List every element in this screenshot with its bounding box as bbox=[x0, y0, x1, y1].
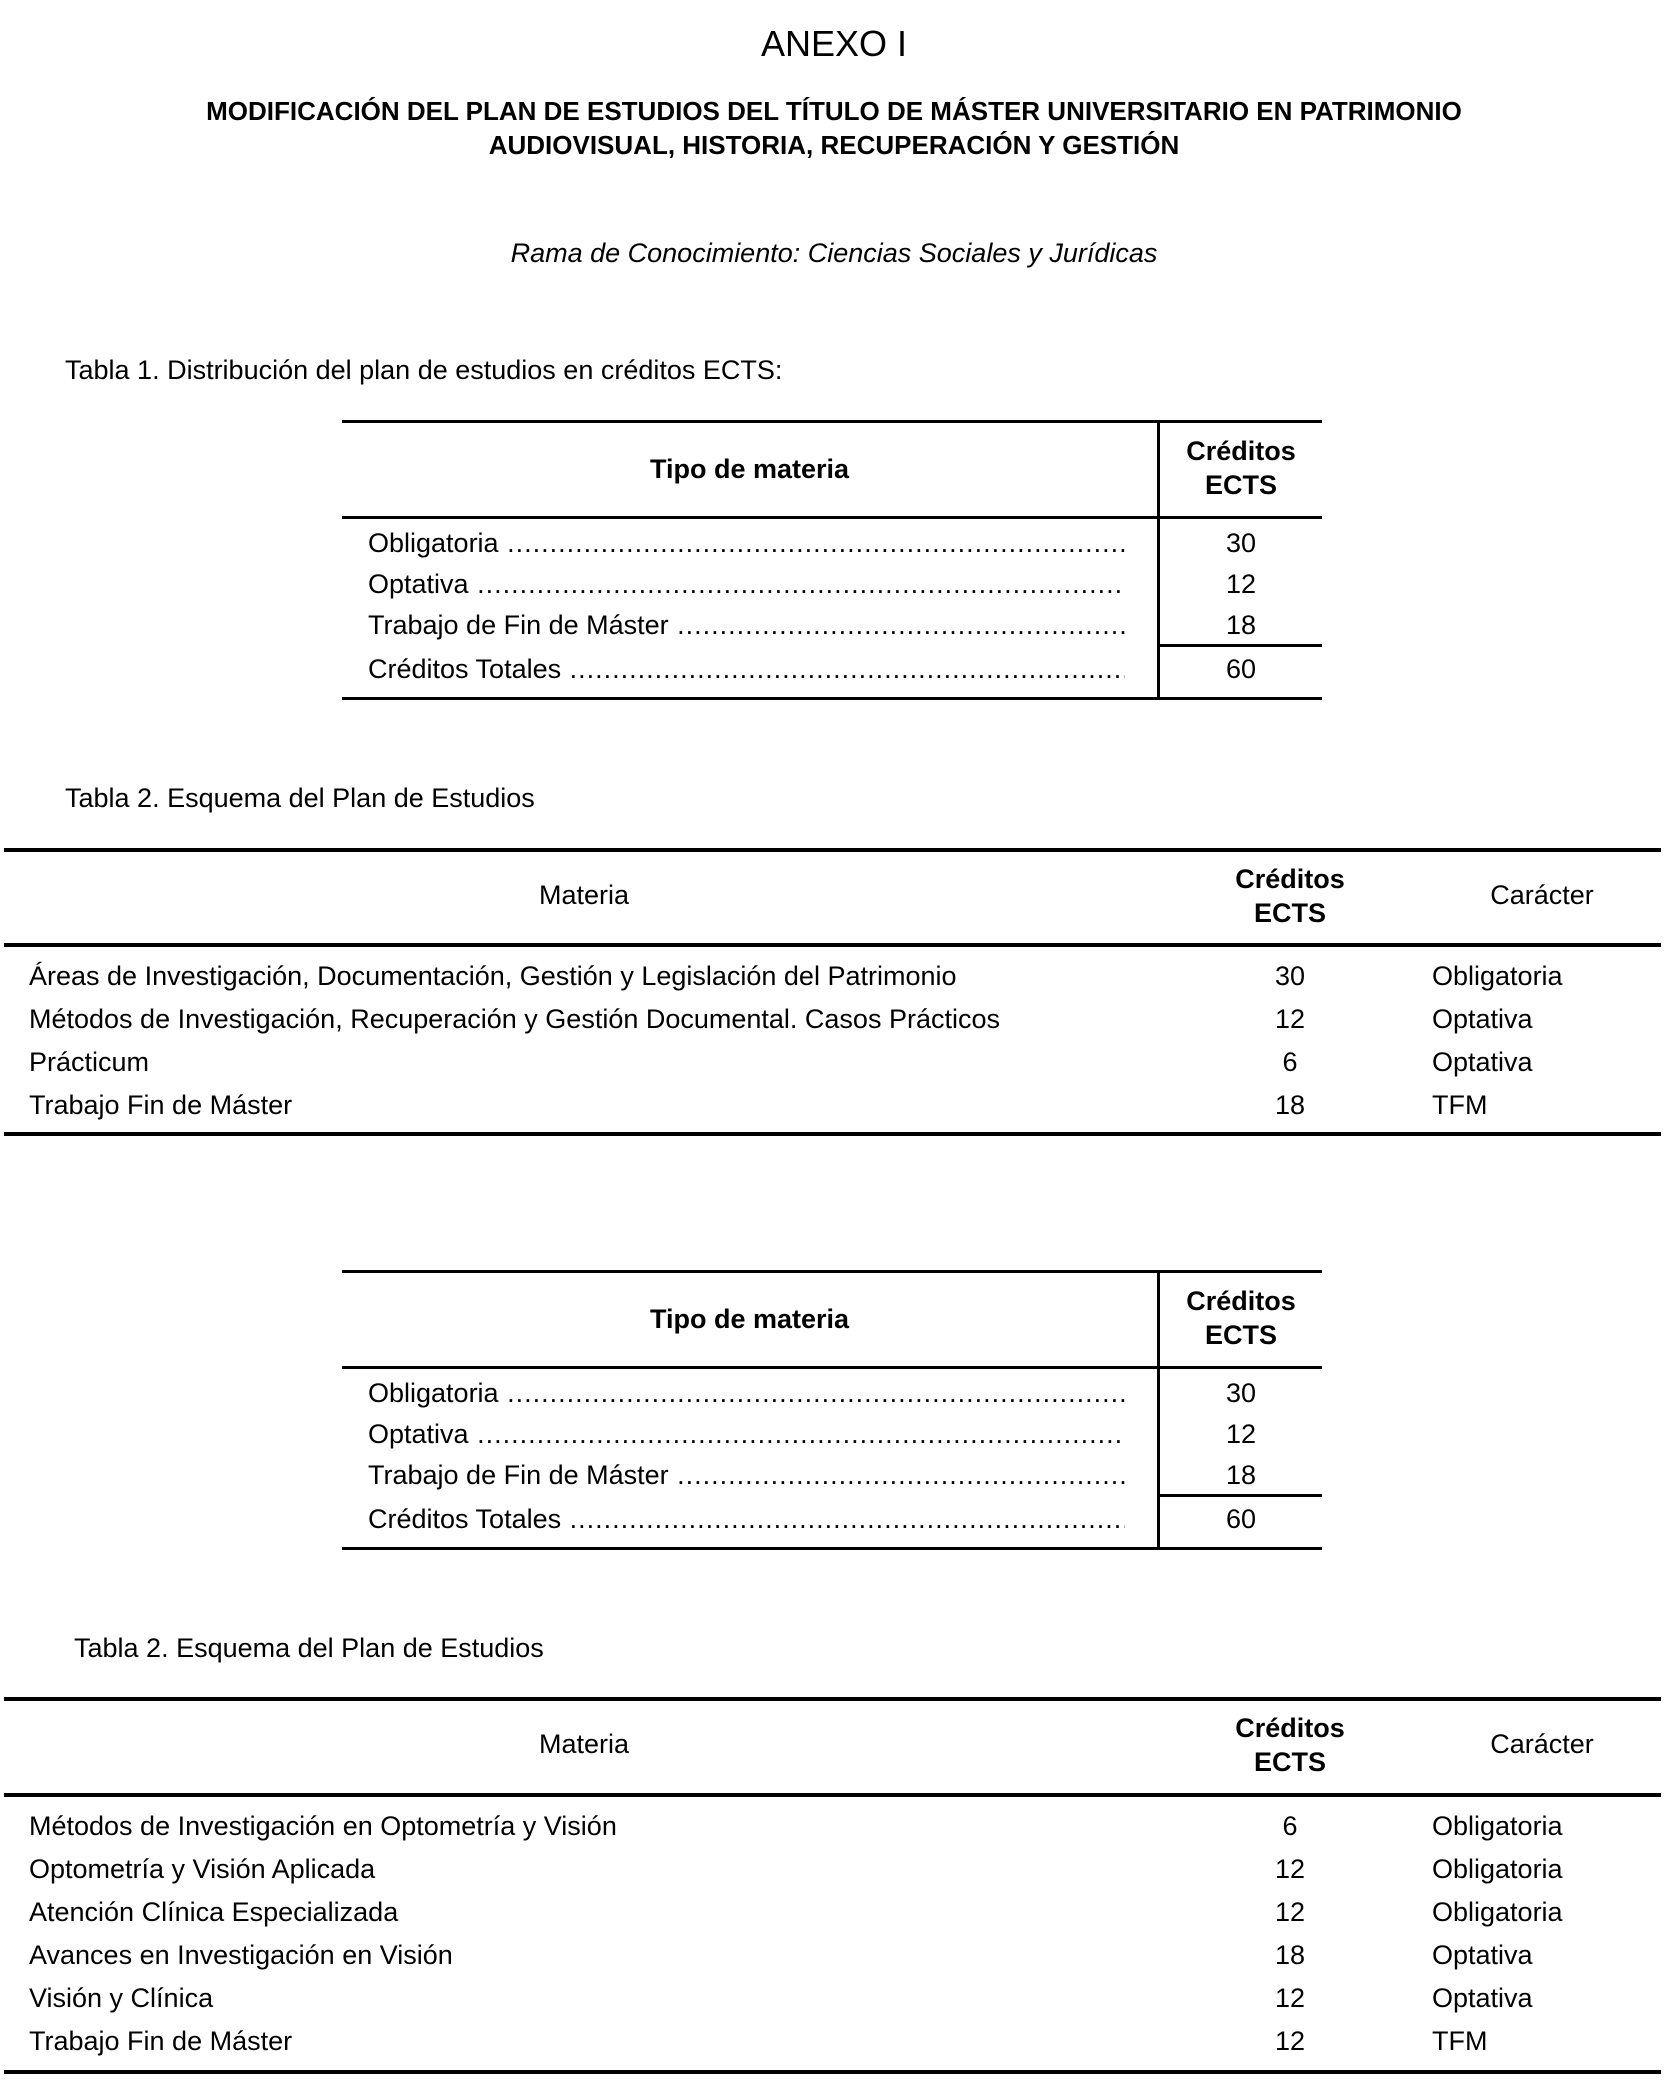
table-row bbox=[342, 1455, 1322, 1495]
row-value: 12 bbox=[1225, 569, 1257, 599]
table-row bbox=[4, 1041, 1661, 1084]
cell-ects: 12 bbox=[1274, 1004, 1306, 1034]
row-value: 30 bbox=[1225, 1378, 1257, 1408]
table-row bbox=[4, 1805, 1661, 1848]
header-bottom-rule bbox=[342, 1366, 1322, 1369]
cell-materia: Trabajo Fin de Máster bbox=[29, 2026, 293, 2056]
table1-credits-distribution bbox=[342, 420, 1322, 702]
cell-ects: 18 bbox=[1274, 1090, 1306, 1120]
header-creditos-line2: ECTS bbox=[1253, 1747, 1326, 1777]
row-value: 30 bbox=[1225, 528, 1257, 558]
table-row bbox=[4, 955, 1661, 998]
table-row bbox=[4, 2020, 1661, 2063]
table-row bbox=[4, 998, 1661, 1041]
cell-materia: Trabajo Fin de Máster bbox=[29, 1090, 293, 1120]
header-caracter: Carácter bbox=[1490, 1729, 1594, 1759]
table-row bbox=[4, 1977, 1661, 2020]
cell-caracter: Obligatoria bbox=[1432, 1854, 1563, 1884]
cell-materia: Métodos de Investigación, Recuperación y Gestión Documental. Casos Prácticos bbox=[29, 1004, 1000, 1034]
header-materia: Materia bbox=[538, 880, 630, 910]
header-tipo-materia: Tipo de materia bbox=[649, 1304, 850, 1334]
table-bottom-rule bbox=[342, 697, 1322, 700]
header-materia: Materia bbox=[538, 1729, 630, 1759]
document-heading bbox=[0, 94, 1668, 162]
cell-caracter: TFM bbox=[1432, 1090, 1488, 1120]
table-row bbox=[342, 1373, 1322, 1413]
cell-ects: 12 bbox=[1274, 1983, 1306, 2013]
cell-ects: 12 bbox=[1274, 1897, 1306, 1927]
header-tipo-materia: Tipo de materia bbox=[649, 454, 850, 484]
row-value: 12 bbox=[1225, 1419, 1257, 1449]
cell-caracter: Optativa bbox=[1432, 1047, 1533, 1077]
cell-ects: 12 bbox=[1274, 2026, 1306, 2056]
table4-caption: Tabla 2. Esquema del Plan de Estudios bbox=[74, 1633, 544, 1663]
cell-materia: Atención Clínica Especializada bbox=[29, 1897, 399, 1927]
table3-credits-distribution bbox=[342, 1270, 1322, 1552]
total-label: Créditos Totales ..... bbox=[368, 649, 1125, 689]
heading-line-2: AUDIOVISUAL, HISTORIA, RECUPERACIÓN Y GESTIÓN bbox=[488, 130, 1180, 160]
header-creditos-line1: Créditos bbox=[1186, 1286, 1296, 1316]
header-bottom-rule bbox=[342, 516, 1322, 519]
table-row bbox=[4, 1084, 1661, 1127]
table-row-total bbox=[342, 1499, 1322, 1539]
cell-caracter: Optativa bbox=[1432, 1983, 1533, 2013]
table-row bbox=[342, 605, 1322, 645]
header-creditos-ects bbox=[1160, 434, 1322, 502]
table-top-rule bbox=[4, 1697, 1661, 1701]
cell-materia: Métodos de Investigación en Optometría y Visión bbox=[29, 1811, 617, 1841]
row-label: Obligatoria ..... bbox=[368, 523, 1125, 563]
cell-ects: 6 bbox=[1282, 1811, 1298, 1841]
table-bottom-rule bbox=[4, 1132, 1661, 1136]
total-value: 60 bbox=[1225, 1504, 1257, 1534]
header-caracter: Carácter bbox=[1490, 880, 1594, 910]
cell-ects: 30 bbox=[1274, 961, 1306, 991]
cell-ects: 18 bbox=[1274, 1940, 1306, 1970]
header-creditos-line2: ECTS bbox=[1253, 898, 1326, 928]
cell-ects: 6 bbox=[1282, 1047, 1298, 1077]
header-creditos-line2: ECTS bbox=[1204, 470, 1277, 500]
cell-caracter: Obligatoria bbox=[1432, 1811, 1563, 1841]
cell-materia: Prácticum bbox=[29, 1047, 150, 1077]
row-label: Obligatoria ..... bbox=[368, 1373, 1125, 1413]
header-creditos-line1: Créditos bbox=[1235, 864, 1345, 894]
header-creditos-ects bbox=[1210, 862, 1370, 930]
header-creditos-line2: ECTS bbox=[1204, 1320, 1277, 1350]
cell-caracter: Optativa bbox=[1432, 1004, 1533, 1034]
cell-materia: Optometría y Visión Aplicada bbox=[29, 1854, 376, 1884]
table-top-rule bbox=[342, 420, 1322, 423]
heading-line-1: MODIFICACIÓN DEL PLAN DE ESTUDIOS DEL TÍTULO DE MÁSTER UNIVERSITARIO EN PATRIMONIO bbox=[206, 96, 1462, 126]
total-label: Créditos Totales ..... bbox=[368, 1499, 1125, 1539]
row-label: Trabajo de Fin de Máster ..... bbox=[368, 605, 1125, 645]
header-creditos-line1: Créditos bbox=[1186, 436, 1296, 466]
row-value: 18 bbox=[1225, 610, 1257, 640]
table-top-rule bbox=[4, 848, 1661, 852]
annex-title: ANEXO I bbox=[760, 23, 908, 64]
table-row bbox=[342, 564, 1322, 604]
row-label: Optativa ..... bbox=[368, 564, 1125, 604]
table-row-total bbox=[342, 649, 1322, 689]
cell-ects: 12 bbox=[1274, 1854, 1306, 1884]
table-bottom-rule bbox=[342, 1547, 1322, 1550]
cell-materia: Visión y Clínica bbox=[29, 1983, 214, 2013]
header-bottom-rule bbox=[4, 1793, 1661, 1797]
total-value: 60 bbox=[1225, 654, 1257, 684]
row-label: Trabajo de Fin de Máster ..... bbox=[368, 1455, 1125, 1495]
cell-caracter: TFM bbox=[1432, 2026, 1488, 2056]
cell-caracter: Obligatoria bbox=[1432, 1897, 1563, 1927]
table-row bbox=[4, 1934, 1661, 1977]
table-row bbox=[342, 523, 1322, 563]
total-rule bbox=[1160, 644, 1322, 647]
header-creditos-line1: Créditos bbox=[1235, 1713, 1345, 1743]
header-bottom-rule bbox=[4, 943, 1661, 947]
table-row bbox=[4, 1848, 1661, 1891]
total-rule bbox=[1160, 1494, 1322, 1497]
table-bottom-rule bbox=[4, 2070, 1661, 2074]
table-row bbox=[342, 1414, 1322, 1454]
table-top-rule bbox=[342, 1270, 1322, 1273]
table2-caption: Tabla 2. Esquema del Plan de Estudios bbox=[65, 783, 535, 813]
table-row bbox=[4, 1891, 1661, 1934]
cell-materia: Áreas de Investigación, Documentación, Gestión y Legislación del Patrimonio bbox=[29, 961, 957, 991]
table2-study-plan bbox=[4, 848, 1661, 1138]
knowledge-branch: Rama de Conocimiento: Ciencias Sociales y Jurídicas bbox=[510, 238, 1158, 268]
cell-caracter: Optativa bbox=[1432, 1940, 1533, 1970]
header-creditos-ects bbox=[1210, 1711, 1370, 1779]
cell-materia: Avances en Investigación en Visión bbox=[29, 1940, 453, 1970]
cell-caracter: Obligatoria bbox=[1432, 961, 1563, 991]
row-label: Optativa ..... bbox=[368, 1414, 1125, 1454]
table1-caption: Tabla 1. Distribución del plan de estudios en créditos ECTS: bbox=[65, 355, 783, 385]
row-value: 18 bbox=[1225, 1460, 1257, 1490]
header-creditos-ects bbox=[1160, 1284, 1322, 1352]
table4-study-plan bbox=[4, 1697, 1661, 2077]
